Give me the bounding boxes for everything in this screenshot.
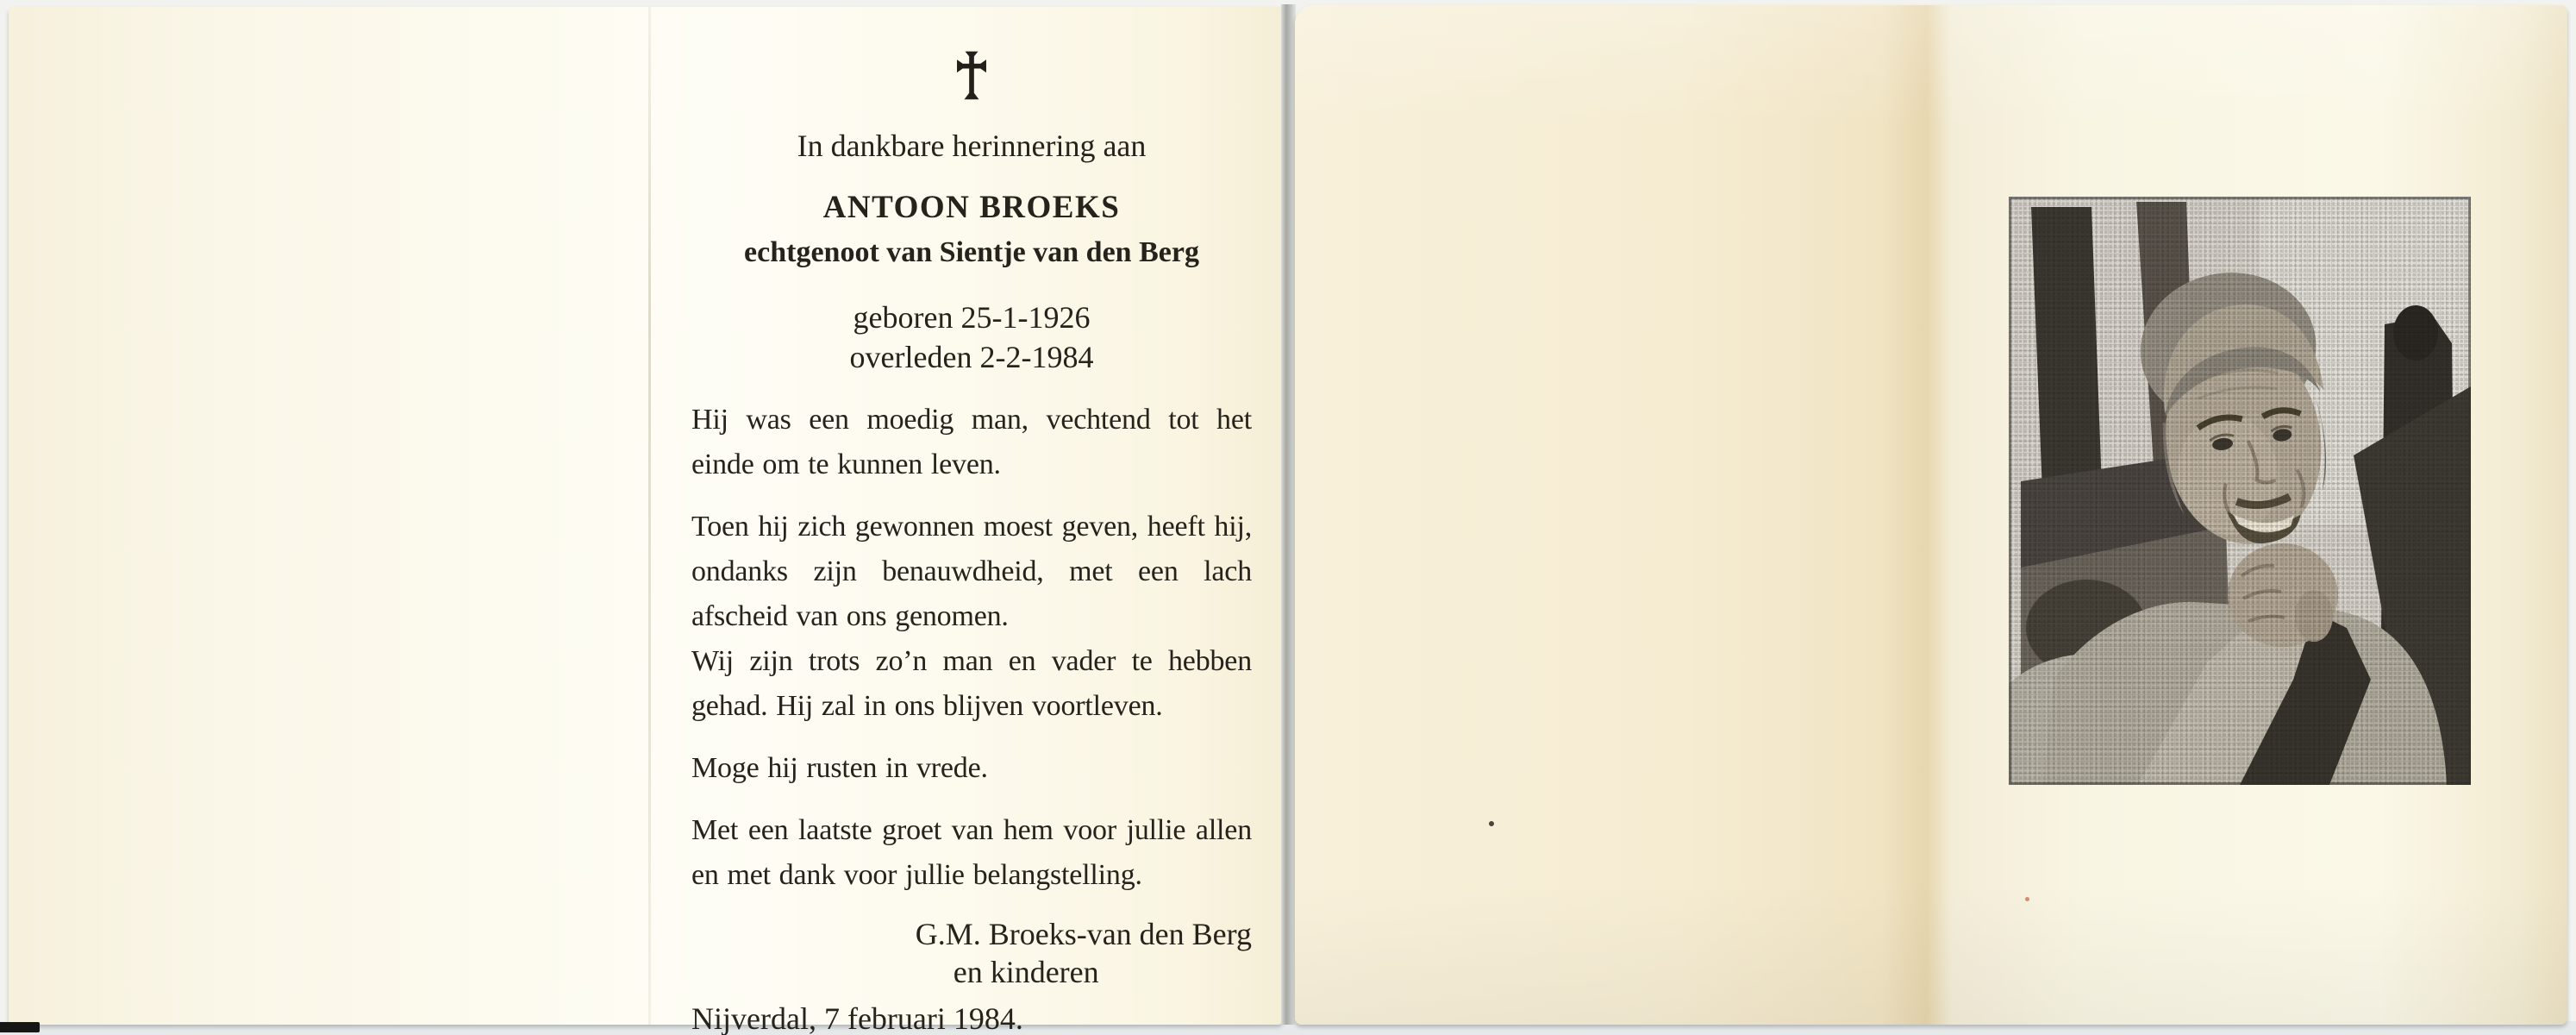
- memorial-paragraph: Met een laatste groet van hem voor jullie allen en met dank voor jullie belangstelling.: [691, 814, 1252, 891]
- cross-icon-wrap: [691, 47, 1252, 108]
- place-date-line: Nijverdal, 7 februari 1984.: [691, 1001, 1023, 1035]
- card-fold-line: [648, 7, 651, 1025]
- signature-block: [916, 915, 1252, 991]
- memorial-card-left-page: [9, 7, 1283, 1035]
- scanner-artifact: [0, 1022, 40, 1032]
- intro-line: In dankbare herinnering aan: [797, 129, 1147, 163]
- death-date-line: overleden 2-2-1984: [849, 340, 1094, 374]
- memorial-paragraph: Moge hij rusten in vrede.: [691, 752, 988, 784]
- memorial-paragraph: Toen hij zich gewonnen moest geven, heeft hij, ondanks zijn benauwdheid, met een lach afscheid van ons genomen.: [691, 511, 1252, 632]
- memorial-card-right-page: [1295, 5, 2567, 1025]
- signature-name: G.M. Broeks-van den Berg: [915, 917, 1252, 951]
- deceased-name: ANTOON BROEKS: [822, 190, 1121, 225]
- dust-speck: [1489, 821, 1494, 826]
- life-dates: [691, 298, 1252, 377]
- signature-children: en kinderen: [953, 955, 1099, 989]
- dust-speck: [2025, 897, 2029, 901]
- memorial-paragraph: Wij zijn trots zo’n man en vader te hebben gehad. Hij zal in ons blijven voortleven.: [691, 645, 1252, 722]
- portrait-photo: [2009, 197, 2471, 785]
- spouse-line: echtgenoot van Sientje van den Berg: [744, 236, 1199, 268]
- cross-icon: [953, 47, 990, 104]
- memorial-paragraph: Hij was een moedig man, vechtend tot het einde om te kunnen leven.: [691, 404, 1252, 480]
- card-gutter: [1281, 4, 1296, 1025]
- memorial-text-column: [691, 7, 1252, 1035]
- birth-date-line: geboren 25-1-1926: [853, 300, 1091, 335]
